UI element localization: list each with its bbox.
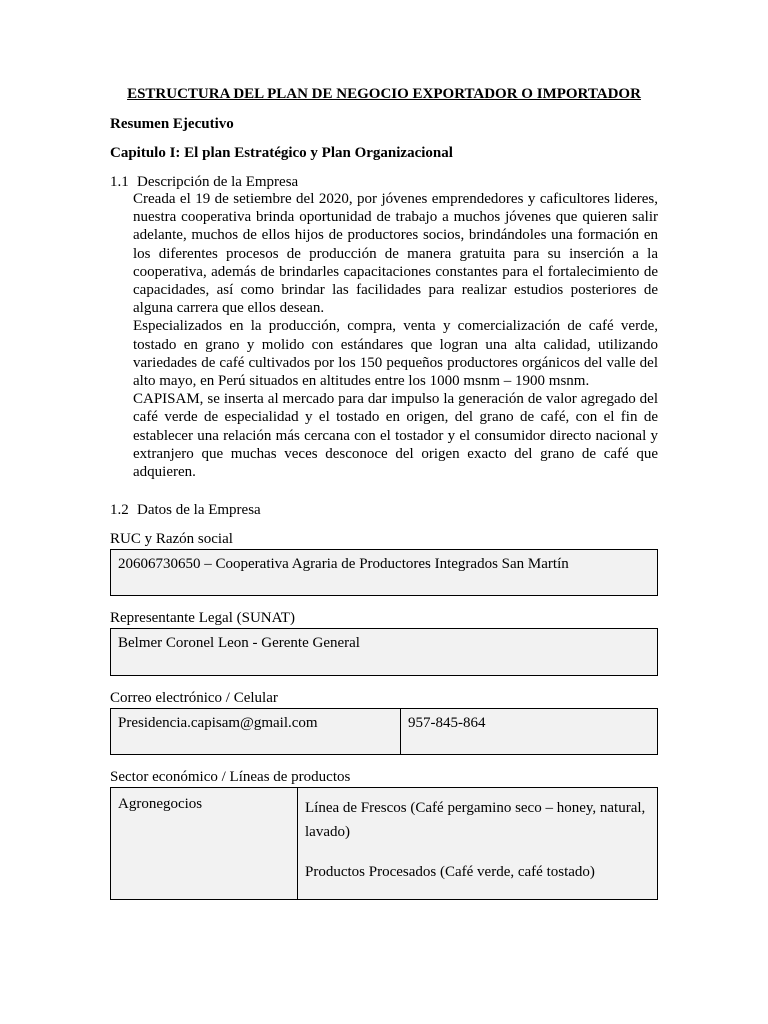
product-lines xyxy=(297,788,657,899)
product-line-item: Productos Procesados (Café verde, café tostado) xyxy=(305,864,595,880)
section-1-1-number: 1.1 xyxy=(110,174,129,190)
description-paragraph: Especializados en la producción, compra, venta y comercialización de café verde, tostado en grano y molido con estándares que logran una alta calidad, utilizando variedades de café cultivados por los 150 pequeños productores orgánicos del valle del alto mayo, en Perú situados en altitudes entre los 1000 msnm – 1900 msnm. xyxy=(133,318,658,390)
description-paragraph: CAPISAM, se inserta al mercado para dar impulso la generación de valor agregado del café verde de especialidad y el tostado en origen, del grano de café, con el fin de establecer una relación más cercana con el tostador y el consumidor directo nacional y extranjero que muchas veces desconoce del origen exacto del grano de café que adquieren. xyxy=(133,391,658,481)
section-1-2-number: 1.2 xyxy=(110,502,129,518)
representante-box xyxy=(110,628,658,676)
ruc-box xyxy=(110,549,658,596)
section-1-1-heading xyxy=(110,174,298,191)
description-paragraph: Creada el 19 de setiembre del 2020, por jóvenes emprendedores y caficultores lideres, nuestra cooperativa brinda oportunidad de trabajo a muchos jóvenes que quieren salir adelante, muchos de ellos hijos de productores socios, brindándoles una formación en los diferentes procesos de producción de manera gratuita para su inserción a la cooperativa, además de brindarles capacitaciones constantes para el fortalecimiento de capacidades, así como brindar las facilidades para realizar estudios posteriores de alguna carrera que ellos desean. xyxy=(133,191,658,317)
document-title: ESTRUCTURA DEL PLAN DE NEGOCIO EXPORTADOR O IMPORTADOR xyxy=(127,86,641,102)
chapter-heading: Capitulo I: El plan Estratégico y Plan Organizacional xyxy=(110,145,453,161)
email-value: Presidencia.capisam@gmail.com xyxy=(118,715,318,731)
representante-value: Belmer Coronel Leon - Gerente General xyxy=(118,635,360,651)
sector-box xyxy=(110,787,658,900)
sector-name: Agronegocios xyxy=(118,796,203,812)
section-1-2-title: Datos de la Empresa xyxy=(137,502,261,518)
ruc-label: RUC y Razón social xyxy=(110,531,233,547)
phone-value: 957-845-864 xyxy=(400,709,657,754)
product-line-item: Línea de Frescos (Café pergamino seco – honey, natural, lavado) xyxy=(305,800,646,840)
ruc-value: 20606730650 – Cooperativa Agraria de Productores Integrados San Martín xyxy=(118,556,569,572)
contacto-box xyxy=(110,708,658,755)
sector-label: Sector económico / Líneas de productos xyxy=(110,769,351,785)
section-1-1-title: Descripción de la Empresa xyxy=(137,174,299,190)
resumen-heading: Resumen Ejecutivo xyxy=(110,116,234,132)
section-1-2-heading xyxy=(110,502,261,519)
company-description xyxy=(133,190,658,481)
contacto-label: Correo electrónico / Celular xyxy=(110,690,278,706)
representante-label: Representante Legal (SUNAT) xyxy=(110,610,295,626)
